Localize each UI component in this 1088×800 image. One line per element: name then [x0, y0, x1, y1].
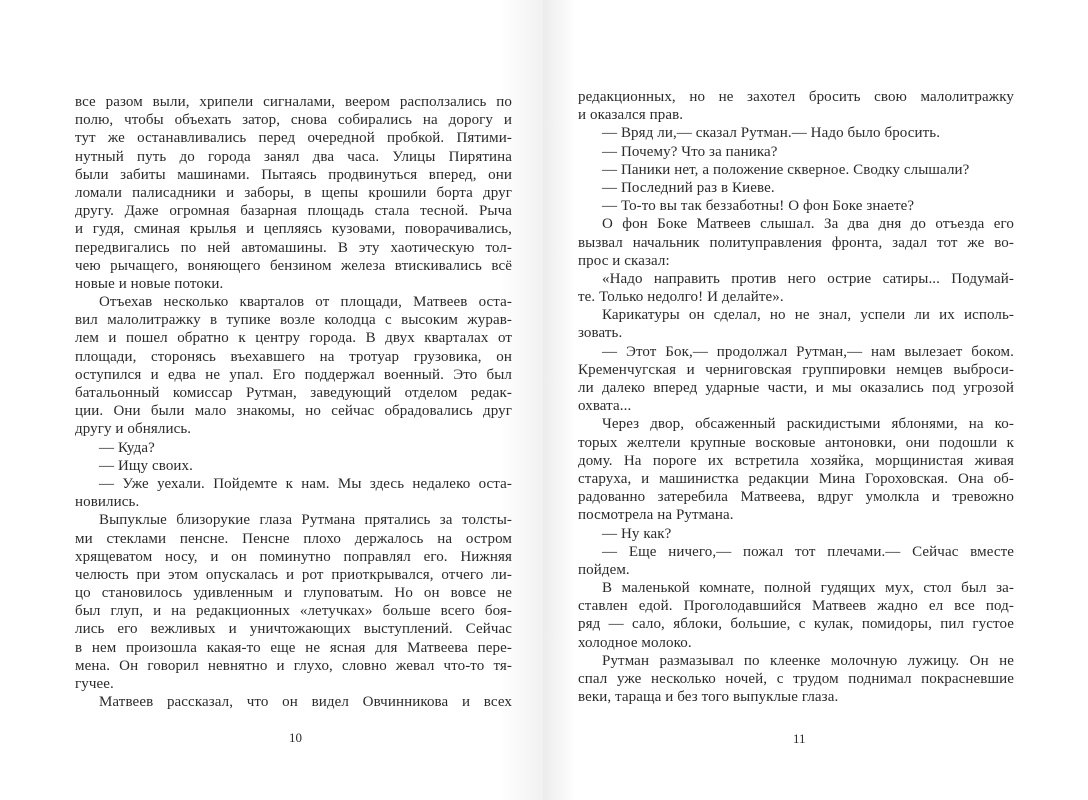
text-line: мена. Он говорил невнятно и глухо, словно жевал что-то тя- [75, 657, 512, 674]
text-line: были забиты машинами. Пытаясь продвинуться вперед, они [75, 166, 512, 183]
text-line: — Последний раз в Киеве. [602, 179, 775, 196]
text-line: — Уже уехали. Пойдемте к нам. Мы здесь недалеко оста- [99, 475, 512, 492]
text-line: был глуп, и на редакционных «летучках» больше всего боя- [75, 603, 512, 620]
text-line: ми стеклами пенсне. Пенсне плохо держалось на остром [75, 530, 512, 547]
text-line: — Ну как? [602, 525, 672, 542]
page-number: 11 [793, 731, 806, 746]
paragraph [578, 270, 1014, 306]
text-line: О фон Боке Матвеев слышал. За два дня до отъезда его [602, 216, 1014, 233]
text-line: — Вряд ли,— сказал Рутман.— Надо было бросить. [602, 125, 941, 142]
paragraph [578, 143, 1014, 161]
paragraph [578, 161, 1014, 179]
text-line: и оказался прав. [578, 107, 684, 124]
text-line: редакционных, но не захотел бросить свою малолитражку [578, 89, 1014, 105]
paragraph [578, 343, 1014, 416]
text-line: — То-то вы так беззаботны! О фон Боке знаете? [602, 198, 915, 215]
text-line: передвигались по ней автомашины. В эту хаотическую тол- [75, 239, 512, 256]
paragraph [75, 511, 512, 693]
text-line: ции. Они были мало знакомы, но сейчас обрадовались друг [75, 403, 512, 420]
text-line: Матвеев рассказал, что он видел Овчинникова и всех [99, 694, 512, 711]
text-line: Через двор, обсаженный раскидистыми яблонями, на ко- [602, 416, 1014, 433]
text-line: — Ищу своих. [99, 457, 193, 474]
text-line: В маленькой комнате, полной гудящих мух, стол был за- [602, 580, 1014, 597]
text-line: цо становилось удивленным и глуповатым. Но он вовсе не [75, 585, 512, 602]
text-line: Кременчугская и черниговская группировки немцев выброси- [578, 361, 1014, 378]
text-line: другу и обнялись. [75, 421, 192, 438]
text-line: торых желтели крупные восковые антоновки, они подошли к [578, 434, 1014, 451]
text-line: те. Только недолго! И делайте». [578, 289, 784, 306]
text-line: все разом выли, хрипели сигналами, веером расползались по [75, 94, 512, 110]
text-line: прос и сказал: [578, 252, 670, 269]
paragraph [578, 88, 1014, 124]
text-line: дому. На пороге их встретила хозяйка, морщинистая живая [578, 452, 1014, 469]
text-line: веки, таращa и без того выпуклые глаза. [578, 689, 839, 706]
text-line: — Почему? Что за паника? [602, 143, 778, 160]
paragraph [75, 293, 512, 439]
paragraph [75, 93, 512, 293]
paragraph [578, 124, 1014, 142]
text-line: оступился и едва не упал. Его поддержал военный. Это был [75, 366, 512, 383]
text-line: площади, сторонясь въехавшего на тротуар грузовика, он [75, 348, 512, 365]
text-line: ставлен едой. Проголодавшийся Матвеев жадно ел все под- [578, 598, 1014, 615]
text-line: в нем произошла какая-то еще не ясная для Матвеева пере- [75, 639, 512, 656]
paragraph [578, 179, 1014, 197]
text-line: «Надо направить против него острие сатиры... Подумай- [602, 270, 1014, 287]
text-line: охвата... [578, 398, 632, 415]
text-line: — Куда? [99, 439, 155, 456]
text-line: новились. [75, 494, 140, 511]
text-line: батальонный комиссар Рутман, заведующий отделом редак- [75, 385, 512, 401]
text-line: новые и новые потоки. [75, 275, 224, 292]
text-line: холодное молоко. [578, 634, 692, 651]
text-line: полю, чтобы объехать затор, снова собирались на дорогу и [75, 112, 512, 129]
page-number: 10 [289, 730, 302, 745]
text-line: Карикатуры он сделал, но не знал, успели ли их исполь- [602, 307, 1014, 324]
left-page [0, 0, 543, 800]
paragraph [578, 197, 1014, 215]
text-line: Рутман размазывал по клеенке молочную лужицу. Он не [602, 652, 1014, 669]
text-line: гучее. [75, 676, 114, 692]
text-line: Выпуклые близорукие глаза Рутмана прятались за толсты- [99, 512, 512, 529]
paragraph [578, 415, 1014, 524]
paragraph [578, 525, 1014, 543]
page-text [578, 88, 1014, 706]
text-line: лем и пошел обратно к центру города. В двух кварталах от [75, 330, 512, 347]
text-line: посмотрела на Рутмана. [578, 507, 734, 524]
paragraph [75, 439, 512, 457]
right-page [543, 0, 1088, 800]
text-line: зовать. [578, 325, 623, 342]
text-line: ломали палисадники и заборы, в щепы крошили борта друг [75, 184, 512, 201]
paragraph [578, 215, 1014, 270]
text-line: Отъехав несколько кварталов от площади, Матвеев оста- [99, 294, 512, 311]
text-line: — Еще ничего,— пожал тот плечами.— Сейчас вместе [602, 543, 1014, 560]
text-line: — Паники нет, а положение скверное. Сводку слышали? [602, 161, 970, 178]
page-text [75, 93, 512, 711]
text-line: челюсть при этом опускалась и рот приоткрывался, отчего ли- [75, 566, 512, 583]
paragraph [75, 475, 512, 511]
text-line: чею рычащего, воняющего бензином железа втискивались всё [75, 257, 512, 274]
text-line: ряд — сало, яблоки, большие, с кулак, помидоры, пил густое [578, 616, 1014, 633]
text-line: нутный путь до города занял два часа. Улицы Пирятина [75, 148, 512, 165]
text-line: ли далеко вперед ударные части, и мы оказались под угрозой [578, 380, 1014, 396]
text-line: радованно затеребила Матвеева, вдруг умолкла и тревожно [578, 489, 1014, 506]
text-line: и гудя, сминая крылья и цепляясь кузовами, поворачивались, [75, 221, 512, 238]
text-line: — Этот Бок,— продолжал Рутман,— нам вылезает боком. [602, 343, 1014, 360]
text-line: лись его вежливых и уничтожающих выступлений. Сейчас [75, 621, 512, 638]
text-line: пойдем. [578, 561, 630, 578]
text-line: тут же останавливались перед очередной пробкой. Пятими- [75, 130, 512, 147]
text-line: вил малолитражку в тупике возле колодца с высоким журав- [75, 312, 512, 329]
paragraph [578, 306, 1014, 342]
paragraph [75, 457, 512, 475]
paragraph [578, 652, 1014, 707]
text-line: другу. Даже огромная базарная площадь стала тесной. Рыча [75, 203, 512, 220]
text-line: спал уже несколько ночей, с трудом поднимал покрасневшие [578, 671, 1014, 687]
paragraph [578, 543, 1014, 579]
text-line: хрящеватом носу, и он поминутно поправлял его. Нижняя [75, 548, 512, 565]
paragraph [75, 693, 512, 711]
text-line: старуха, и машинистка редакции Мина Гороховская. Она об- [578, 470, 1014, 487]
text-line: вызвал начальник политуправления фронта, задал тот же во- [578, 234, 1014, 251]
paragraph [578, 579, 1014, 652]
